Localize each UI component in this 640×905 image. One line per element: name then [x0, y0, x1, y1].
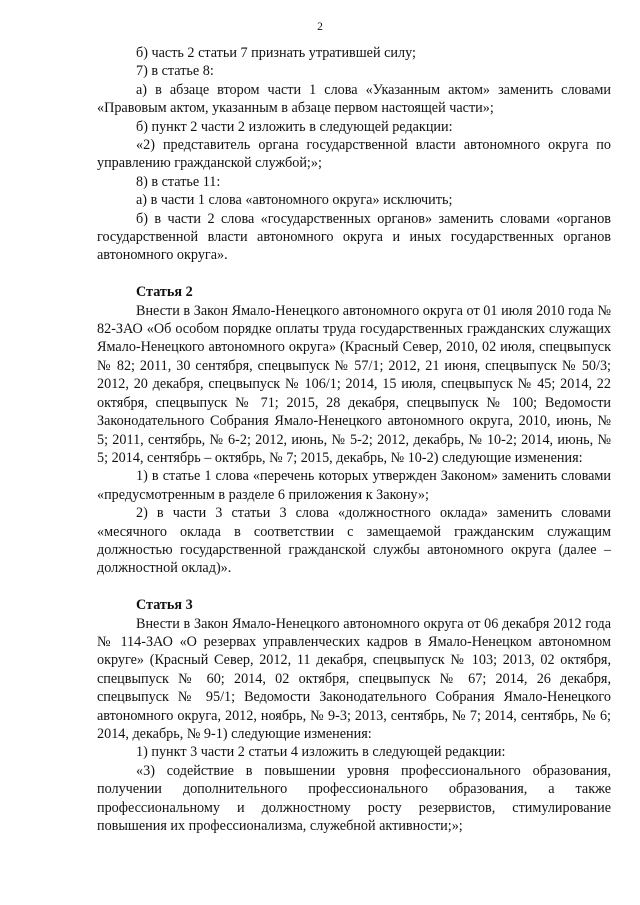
article-3-item-2: «3) содействие в повышении уровня профессионального образования, получении дополнительного профессионального образования, а также профессиональному и должностному росту резервистов, стимулирование повышения их профессионализма, служебной активности;»; — [97, 762, 611, 835]
spacer — [97, 578, 611, 596]
article-3-heading: Статья 3 — [136, 597, 193, 614]
document-body — [97, 44, 611, 835]
paragraph: б) пункт 2 части 2 изложить в следующей редакции: — [136, 118, 453, 135]
paragraph: «2) представитель органа государственной власти автономного округа по управлению гражданской службой;»; — [97, 137, 611, 172]
paragraph: б) часть 2 статьи 7 признать утратившей силу; — [136, 45, 416, 61]
article-3-item-1: 1) пункт 3 части 2 статьи 4 изложить в следующей редакции: — [136, 744, 506, 761]
article-3-intro: Внести в Закон Ямало-Ненецкого автономного округа от 06 декабря 2012 года № 114-ЗАО «О резервах управленческих кадров в Ямало-Ненецком автономном округе» (Красный Север, 2012, 11 декабря, спецвыпуск № 103; 2013, 02 октября, спецвыпуск № 60; 2014, 02 октября, спецвыпуск № 67; 2014, 26 декабря, спецвыпуск № 95/1; Ведомости Законодательного Собрания Ямало-Ненецкого автономного округа, 2012, ноябрь, № 9-3; 2013, сентябрь, № 7; 2014, сентябрь, № 6; 2014, декабрь, № 9-1) следующие изменения: — [97, 615, 611, 742]
paragraph: а) в абзаце втором части 1 слова «Указанным актом» заменить словами «Правовым актом, указанным в абзаце первом настоящей части»; — [97, 81, 611, 117]
article-2-intro: Внести в Закон Ямало-Ненецкого автономного округа от 01 июля 2010 года № 82-ЗАО «Об особом порядке оплаты труда государственных гражданских служащих Ямало-Ненецкого автономного округа» (Красный Север, 2010, 02 июля, спецвыпуск № 82; 2011, 30 сентября, спецвыпуск № 57/1; 2012, 21 июня, спецвыпуск № 50/3; 2012, 20 декабря, спецвыпуск № 106/1; 2014, 15 июля, спецвыпуск № 45; 2014, 22 октября, спецвыпуск № 71; 2015, 28 декабря, спецвыпуск № 100; Ведомости Законодательного Собрания Ямало-Ненецкого автономного округа, 2010, июнь, № 5; 2011, сентябрь, № 6-2; 2012, июнь, № 5-2; 2012, декабрь, № 10-2; 2014, июнь, № 5; 2014, сентябрь – октябрь, № 7; 2015, декабрь, № 10-2) следующие изменения: — [97, 302, 611, 466]
paragraph: 7) в статье 8: — [136, 63, 214, 80]
article-2-heading: Статья 2 — [136, 284, 193, 301]
page-number: 2 — [317, 21, 323, 33]
paragraph: 8) в статье 11: — [136, 173, 221, 190]
paragraph: а) в части 1 слова «автономного округа» исключить; — [136, 192, 453, 209]
article-2-item-2: 2) в части 3 статьи 3 слова «должностного оклада» заменить словами «месячного оклада в соответствии с замещаемой гражданским служащим должностью государственной гражданской службы автономного округа (далее – должностной оклад)». — [97, 505, 611, 577]
article-2-item-1: 1) в статье 1 слова «перечень которых утвержден Законом» заменить словами «предусмотренным в разделе 6 приложения к Закону»; — [97, 468, 611, 503]
paragraph: б) в части 2 слова «государственных органов» заменить словами «органов государственной власти автономного округа и иных государственных органов автономного округа». — [97, 210, 611, 264]
spacer — [97, 265, 611, 283]
